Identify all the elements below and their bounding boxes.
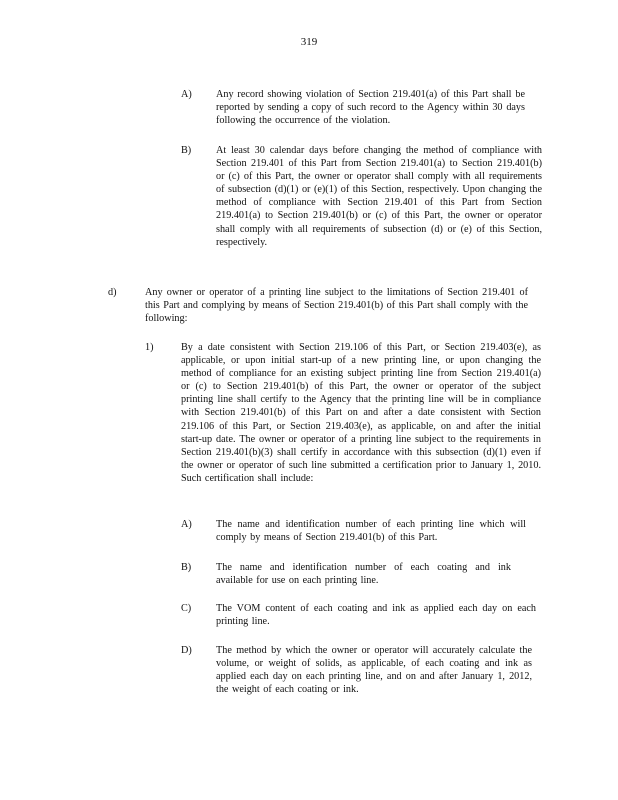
item-text: The name and identification number of each coating and ink available for use on each printing line. [216, 562, 511, 587]
item-text: The method by which the owner or operator will accurately calculate the volume, or weight of solids, as applicable, of each coating and ink as applied each day on each printing line, and on and after January 1, 2012, the weight of each coating or ink. [216, 645, 532, 696]
item-label: d) [108, 287, 117, 298]
item-label: D) [181, 645, 192, 656]
item-text: The name and identification number of each printing line which will comply by means of Section 219.401(b) of this Part. [216, 519, 526, 544]
item-label: A) [181, 89, 192, 100]
item-text: By a date consistent with Section 219.106 of this Part, or Section 219.403(e), as applicable, or upon initial start-up of a new printing line, or upon changing the method of compliance for an existing subject printing line from Section 219.401(a) or (c) to Section 219.401(b) of this Part, the owner or operator of the subject printing line shall certify to the Agency that the printing line will be in compliance with Section 219.401(b) of this Part on and after a date consistent with Section 219.106 of this Part, or Section 219.403(e), as applicable, on and after the initial start-up date. The owner or operator of a printing line subject to the requirements in Section 219.401(b)(3) shall certify in accordance with this subsection (d)(1) even if the owner or operator of such line submitted a certification prior to January 1, 2010. Such certification shall include: [181, 342, 541, 484]
item-text: The VOM content of each coating and ink as applied each day on each printing line. [216, 603, 536, 628]
item-text: At least 30 calendar days before changing the method of compliance with Section 219.401 of this Part from Section 219.401(a) to Section 219.401(b) or (c) of this Part, the owner or operator shall comply with all requirements of subsection (d)(1) or (e)(1) of this Section, respectively. Upon changing the method of compliance with Section 219.401 of this Part from Section 219.401(a) to Section 219.401(b) or (c) of this Part, the owner or operator shall comply with all requirements of subsection (d) or (e) of this Section, respectively. [216, 145, 542, 248]
item-label: B) [181, 562, 192, 573]
item-label: B) [181, 145, 192, 156]
item-label: C) [181, 603, 192, 614]
item-text: Any record showing violation of Section 219.401(a) of this Part shall be reported by sending a copy of such record to the Agency within 30 days following the occurrence of the violation. [216, 89, 525, 127]
item-label: A) [181, 519, 192, 530]
item-label: 1) [145, 342, 154, 353]
item-text: Any owner or operator of a printing line subject to the limitations of Section 219.401 of this Part and complying by means of Section 219.401(b) of this Part shall comply with the following: [145, 287, 528, 325]
page-number: 319 [300, 36, 318, 48]
